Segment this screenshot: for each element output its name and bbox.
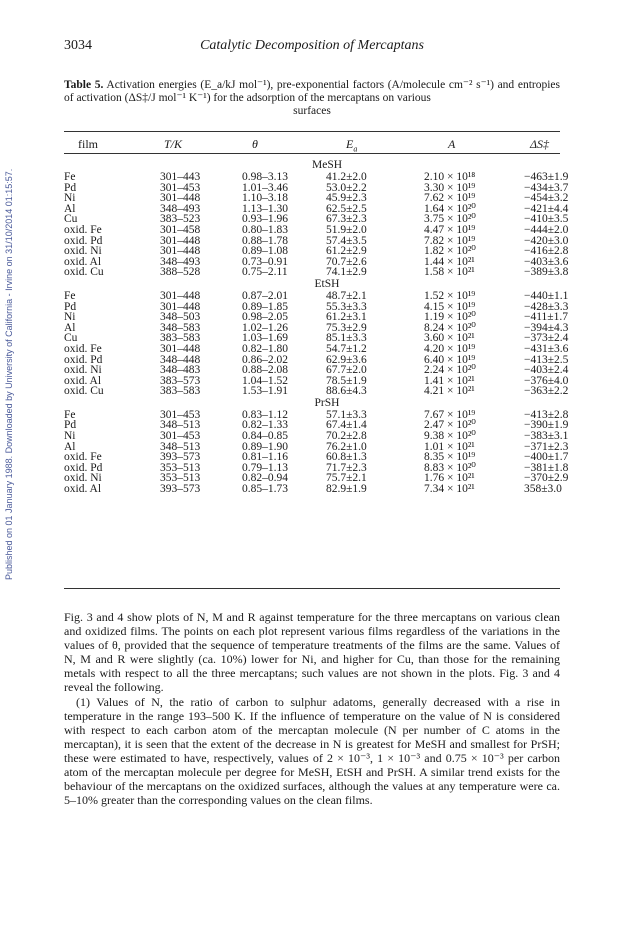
table-row bbox=[64, 374, 569, 387]
table-cell-a: 9.38 × 10²⁰ bbox=[424, 430, 476, 443]
table-cell-a: 7.62 × 10¹⁹ bbox=[424, 192, 476, 205]
table-cell-a: 2.24 × 10²⁰ bbox=[424, 364, 476, 377]
table-header-rule bbox=[64, 153, 560, 154]
table-row bbox=[64, 353, 569, 366]
table-row bbox=[64, 245, 569, 258]
table-cell-theta: 0.89–1.08 bbox=[242, 245, 288, 258]
table-cell-t: 383–523 bbox=[160, 213, 201, 226]
table-cell-a: 3.75 × 10²⁰ bbox=[424, 213, 476, 226]
table-cell-ea: 67.3±2.3 bbox=[326, 213, 367, 226]
table-cell-film: oxid. Pd bbox=[64, 353, 103, 366]
table-cell-a: 4.47 × 10¹⁹ bbox=[424, 223, 476, 236]
table-cell-ea: 57.4±3.5 bbox=[326, 234, 367, 247]
table-cell-t: 348–503 bbox=[160, 311, 201, 324]
table-cell-t: 301–448 bbox=[160, 234, 201, 247]
table-cell-theta: 0.83–1.12 bbox=[242, 408, 288, 421]
table-cell-theta: 0.86–2.02 bbox=[242, 353, 288, 366]
table-cell-a: 1.76 × 10²¹ bbox=[424, 472, 475, 485]
table-caption bbox=[64, 79, 560, 118]
table-cell-t: 301–453 bbox=[160, 408, 201, 421]
table-cell-theta: 0.82–1.33 bbox=[242, 419, 288, 432]
paragraph: Fig. 3 and 4 show plots of N, M and R against temperature for the three mercaptans on various clean and oxidized films. The points on each plot represent various films regardless of the variations in the values of θ, provided that the sequence of temperature treatments of the films are the same. Values of N, M and R were slightly (ca. 10%) lower for Ni, and higher for Cu, than those for the remaining metals with respect to all the three mercaptans; such values are not shown in the plots. Fig. 3 and 4 reveal the following. bbox=[64, 610, 560, 695]
table-cell-s: −413±2.5 bbox=[524, 353, 569, 366]
table-row bbox=[64, 451, 569, 464]
table-cell-t: 301–453 bbox=[160, 181, 201, 194]
table-row bbox=[64, 484, 560, 495]
table-cell-film: Fe bbox=[64, 171, 76, 183]
table-row bbox=[64, 181, 569, 194]
table-cell-theta: 0.82–1.80 bbox=[242, 342, 288, 355]
table-cell-s: −431±3.6 bbox=[524, 342, 569, 355]
table-row bbox=[64, 364, 569, 377]
table-cell-s: −394±4.3 bbox=[524, 321, 569, 334]
table-cell-a: 8.35 × 10¹⁹ bbox=[424, 451, 476, 464]
table-cell-t: 353–513 bbox=[160, 461, 201, 474]
table-cell-film: oxid. Pd bbox=[64, 234, 103, 247]
table-cell-theta: 0.80–1.83 bbox=[242, 223, 288, 236]
table-cell-theta: 0.89–1.90 bbox=[242, 440, 288, 453]
table-cell-s: −411±1.7 bbox=[524, 311, 568, 324]
table-cell-film: Fe bbox=[64, 289, 76, 302]
table-cell-a: 3.60 × 10²¹ bbox=[424, 332, 475, 345]
table-cell-a: 2.10 × 10¹⁸ bbox=[424, 171, 476, 183]
table-cell-theta: 0.87–2.01 bbox=[242, 289, 288, 302]
table-cell-ea: 61.2±3.1 bbox=[326, 311, 367, 324]
table-row bbox=[64, 385, 569, 398]
table-cell-ea: 48.7±2.1 bbox=[326, 289, 367, 302]
col-header-temperature: T/K bbox=[164, 137, 183, 151]
table-cell-s: −444±2.0 bbox=[524, 223, 569, 236]
table-cell-s: −403±3.6 bbox=[524, 255, 569, 268]
table-cell-ea: 76.2±1.0 bbox=[326, 440, 367, 453]
table-cell-film: oxid. Al bbox=[64, 374, 102, 387]
table-cell-ea: 61.2±2.9 bbox=[326, 245, 367, 258]
table-cell-a: 1.41 × 10²¹ bbox=[424, 374, 475, 387]
table-cell-film: Pd bbox=[64, 181, 77, 194]
table-cell-t: 388–528 bbox=[160, 266, 201, 279]
table-row bbox=[64, 223, 569, 236]
table-cell-film: Ni bbox=[64, 311, 76, 324]
table-cell-s: −363±2.2 bbox=[524, 385, 569, 398]
table-cell-t: 348–493 bbox=[160, 255, 201, 268]
table-cell-film: oxid. Fe bbox=[64, 451, 102, 464]
table-cell-ea: 70.7±2.6 bbox=[326, 255, 367, 268]
table-cell-t: 348–483 bbox=[160, 364, 201, 377]
caption-line-3: surfaces bbox=[293, 105, 331, 117]
table-cell-film: oxid. Fe bbox=[64, 342, 102, 355]
table-row bbox=[64, 440, 569, 453]
table-cell-ea: 82.9±1.9 bbox=[326, 483, 367, 496]
table-row bbox=[64, 408, 569, 421]
table-cell-theta: 1.03–1.69 bbox=[242, 332, 288, 345]
table-cell-theta: 1.01–3.46 bbox=[242, 181, 288, 194]
table-cell-ea: 45.9±2.3 bbox=[326, 192, 367, 205]
table-cell-s: 358±3.0 bbox=[524, 483, 562, 496]
table-cell-t: 383–583 bbox=[160, 332, 201, 345]
table-cell-t: 383–583 bbox=[160, 385, 201, 398]
table-cell-a: 1.64 × 10²⁰ bbox=[424, 202, 476, 215]
table-cell-a: 1.82 × 10²⁰ bbox=[424, 245, 476, 258]
table-cell-film: oxid. Ni bbox=[64, 364, 102, 377]
table-cell-s: −416±2.8 bbox=[524, 245, 569, 258]
col-header-ea-symbol: E bbox=[346, 137, 354, 151]
running-title: Catalytic Decomposition of Mercaptans bbox=[200, 38, 424, 53]
table-cell-theta: 0.93–1.96 bbox=[242, 213, 288, 226]
table-cell-s: −463±1.9 bbox=[524, 171, 569, 183]
table-cell-theta: 0.73–0.91 bbox=[242, 255, 288, 268]
table-cell-film: oxid. Al bbox=[64, 483, 102, 496]
table-cell-film: Ni bbox=[64, 192, 76, 205]
col-header-film: film bbox=[78, 137, 98, 151]
table-cell-t: 348–493 bbox=[160, 202, 201, 215]
table-cell-t: 301–448 bbox=[160, 342, 201, 355]
table-cell-film: Cu bbox=[64, 213, 78, 226]
table-section-label: MeSH bbox=[311, 159, 343, 171]
table-cell-a: 4.21 × 10²¹ bbox=[424, 385, 475, 398]
table-row bbox=[64, 311, 568, 324]
table-row bbox=[64, 213, 569, 226]
table-cell-s: −403±2.4 bbox=[524, 364, 569, 377]
table-cell-film: Pd bbox=[64, 419, 77, 432]
table-cell-a: 7.67 × 10¹⁹ bbox=[424, 408, 476, 421]
table-cell-t: 393–573 bbox=[160, 483, 201, 496]
table-cell-t: 301–458 bbox=[160, 223, 201, 236]
table-cell-s: −420±3.0 bbox=[524, 234, 569, 247]
table-cell-film: oxid. Cu bbox=[64, 385, 104, 398]
table-row bbox=[64, 171, 569, 183]
table-cell-s: −454±3.2 bbox=[524, 192, 569, 205]
table-cell-theta: 0.88–2.08 bbox=[242, 364, 288, 377]
caption-line-1: Activation energies (E_a/kJ mol⁻¹), pre-exponential factors (A/molecule cm⁻² s⁻¹) and bbox=[106, 79, 515, 91]
col-header-pre-exponential: A bbox=[448, 137, 456, 151]
table-row bbox=[64, 289, 569, 302]
table-cell-t: 348–513 bbox=[160, 419, 201, 432]
table-row bbox=[64, 430, 569, 443]
table-cell-a: 1.58 × 10²¹ bbox=[424, 266, 475, 279]
table-cell-s: −434±3.7 bbox=[524, 181, 569, 194]
table-row bbox=[64, 332, 569, 345]
page-number: 3034 bbox=[64, 38, 92, 53]
table-cell-t: 383–573 bbox=[160, 374, 201, 387]
table-cell-a: 1.01 × 10²¹ bbox=[424, 440, 475, 453]
activation-table bbox=[64, 159, 569, 496]
table-cell-ea: 54.7±1.2 bbox=[326, 342, 367, 355]
table-cell-s: −373±2.4 bbox=[524, 332, 569, 345]
table-row bbox=[64, 419, 569, 432]
table-cell-a: 4.15 × 10¹⁹ bbox=[424, 300, 476, 313]
download-notice bbox=[4, 130, 18, 580]
table-cell-ea: 78.5±1.9 bbox=[326, 374, 367, 387]
table-cell-t: 348–448 bbox=[160, 353, 201, 366]
table-cell-film: oxid. Ni bbox=[64, 245, 102, 258]
table-cell-t: 301–448 bbox=[160, 192, 201, 205]
table-cell-t: 301–448 bbox=[160, 300, 201, 313]
table-cell-a: 1.44 × 10²¹ bbox=[424, 255, 475, 268]
table-cell-film: Pd bbox=[64, 300, 77, 313]
table-cell-film: oxid. Ni bbox=[64, 472, 102, 485]
table-cell-a: 2.47 × 10²⁰ bbox=[424, 419, 476, 432]
table-cell-film: oxid. Al bbox=[64, 255, 102, 268]
table-cell-t: 301–448 bbox=[160, 289, 201, 302]
table-cell-s: −400±1.7 bbox=[524, 451, 569, 464]
table-cell-a: 1.52 × 10¹⁹ bbox=[424, 289, 476, 302]
table-cell-ea: 74.1±2.9 bbox=[326, 266, 367, 279]
table-cell-a: 1.19 × 10²⁰ bbox=[424, 311, 476, 324]
table-cell-a: 8.24 × 10²⁰ bbox=[424, 321, 476, 334]
table-cell-ea: 85.1±3.3 bbox=[326, 332, 367, 345]
table-row bbox=[64, 234, 569, 247]
table-cell-film: Ni bbox=[64, 430, 76, 443]
table-cell-theta: 0.75–2.11 bbox=[242, 266, 288, 279]
table-cell-theta: 0.79–1.13 bbox=[242, 461, 288, 474]
table-cell-ea: 67.7±2.0 bbox=[326, 364, 367, 377]
table-cell-ea: 53.0±2.2 bbox=[326, 181, 367, 194]
table-cell-s: −371±2.3 bbox=[524, 440, 569, 453]
table-cell-theta: 0.98–2.05 bbox=[242, 311, 288, 324]
table-cell-ea: 51.9±2.0 bbox=[326, 223, 367, 236]
table-row bbox=[64, 255, 569, 268]
table-cell-s: −389±3.8 bbox=[524, 266, 569, 279]
table-cell-s: −381±1.8 bbox=[524, 461, 569, 474]
table-cell-theta: 0.88–1.78 bbox=[242, 234, 288, 247]
download-notice-text: Published on 01 January 1988. Downloaded by University of California - Irvine on 31/10/2014 01:15:57. bbox=[4, 168, 14, 580]
table-cell-t: 301–443 bbox=[160, 171, 201, 183]
table-cell-s: −421±4.4 bbox=[524, 202, 569, 215]
table-cell-film: Cu bbox=[64, 332, 78, 345]
table-cell-theta: 1.02–1.26 bbox=[242, 321, 288, 334]
table-cell-t: 348–583 bbox=[160, 321, 201, 334]
table-cell-theta: 0.82–0.94 bbox=[242, 472, 288, 485]
table-cell-s: −428±3.3 bbox=[524, 300, 569, 313]
table-section-label: PrSH bbox=[314, 396, 340, 409]
table-cell-s: −413±2.8 bbox=[524, 408, 569, 421]
table-row bbox=[64, 461, 569, 474]
caption-line-2: entropies of activation (ΔS‡/J mol⁻¹ K⁻¹) for the adsorption of the mercaptans on various bbox=[64, 79, 561, 104]
table-cell-film: Fe bbox=[64, 408, 76, 421]
table-cell-t: 353–513 bbox=[160, 472, 201, 485]
table-row bbox=[64, 321, 569, 334]
table-cell-s: −383±3.1 bbox=[524, 430, 569, 443]
col-header-entropy: ΔS‡ bbox=[530, 137, 550, 151]
table-bottom-rule bbox=[64, 588, 560, 589]
table-cell-ea: 55.3±3.3 bbox=[326, 300, 367, 313]
table-cell-t: 301–448 bbox=[160, 245, 201, 258]
table-cell-s: −376±4.0 bbox=[524, 374, 569, 387]
table-cell-theta: 0.85–1.73 bbox=[242, 483, 288, 496]
table-cell-a: 3.30 × 10¹⁹ bbox=[424, 181, 476, 194]
table-cell-theta: 0.89–1.85 bbox=[242, 300, 288, 313]
table-cell-film: oxid. Fe bbox=[64, 223, 102, 236]
table-cell-theta: 1.13–1.30 bbox=[242, 202, 288, 215]
col-header-ea-subscript: a bbox=[353, 144, 358, 154]
table-cell-theta: 1.53–1.91 bbox=[242, 385, 288, 398]
table-cell-s: −410±3.5 bbox=[524, 213, 569, 226]
paragraph: (1) Values of N, the ratio of carbon to sulphur adatoms, generally decreased with a rise in temperature in the range 193–500 K. If the influence of temperature on the value of N is considered with respect to each carbon atom of the mercaptan molecule (N per number of C atoms in the mercaptan), it is seen that the extent of the decrease in N is greatest for MeSH and smallest for PrSH; these were estimated to have, respectively, values of 2 × 10⁻³, 1 × 10⁻³ and 0.75 × 10⁻³ per carbon atom of the mercaptan molecule per degree for MeSH, EtSH and PrSH. A similar trend exists for the behaviour of the mercaptans on the oxidized surfaces, although the values at any temperature were ca. 5–10% greater than the corresponding values on the clean films. bbox=[64, 694, 560, 808]
table-cell-ea: 41.2±2.0 bbox=[326, 171, 367, 183]
table-cell-theta: 0.84–0.85 bbox=[242, 430, 288, 443]
table-cell-t: 301–453 bbox=[160, 430, 201, 443]
table-cell-t: 348–513 bbox=[160, 440, 201, 453]
table-top-rule bbox=[64, 131, 560, 132]
table-cell-a: 8.83 × 10²⁰ bbox=[424, 461, 476, 474]
table-cell-ea: 75.3±2.9 bbox=[326, 321, 367, 334]
table-row bbox=[64, 192, 569, 205]
table-row bbox=[64, 300, 569, 313]
table-cell-s: −370±2.9 bbox=[524, 472, 569, 485]
page-header bbox=[64, 38, 560, 56]
table-cell-theta: 1.04–1.52 bbox=[242, 374, 288, 387]
table-cell-ea: 88.6±4.3 bbox=[326, 385, 367, 398]
table-cell-a: 7.34 × 10²¹ bbox=[424, 483, 475, 496]
table-cell-theta: 0.81–1.16 bbox=[242, 451, 288, 464]
table-cell-t: 393–573 bbox=[160, 451, 201, 464]
table-cell-ea: 60.8±1.3 bbox=[326, 451, 367, 464]
table-label: Table 5. bbox=[64, 79, 104, 91]
body-text bbox=[64, 610, 560, 807]
table-cell-ea: 57.1±3.3 bbox=[326, 408, 367, 421]
table-row bbox=[64, 266, 569, 279]
table-cell-theta: 0.98–3.13 bbox=[242, 171, 288, 183]
table-cell-theta: 1.10–3.18 bbox=[242, 192, 288, 205]
table-cell-ea: 70.2±2.8 bbox=[326, 430, 367, 443]
table-cell-a: 6.40 × 10¹⁹ bbox=[424, 353, 476, 366]
table-cell-film: Al bbox=[64, 202, 76, 215]
col-header-activation-energy bbox=[346, 137, 357, 153]
table-cell-film: Al bbox=[64, 321, 76, 334]
table-row bbox=[64, 202, 569, 215]
col-header-coverage: θ bbox=[252, 137, 258, 151]
table-cell-ea: 62.5±2.5 bbox=[326, 202, 367, 215]
table-cell-film: Al bbox=[64, 440, 76, 453]
table-cell-ea: 75.7±2.1 bbox=[326, 472, 367, 485]
table-cell-ea: 67.4±1.4 bbox=[326, 419, 367, 432]
table-cell-s: −390±1.9 bbox=[524, 419, 569, 432]
table-cell-a: 7.82 × 10¹⁹ bbox=[424, 234, 476, 247]
table-cell-a: 4.20 × 10¹⁹ bbox=[424, 342, 476, 355]
table-cell-ea: 71.7±2.3 bbox=[326, 461, 367, 474]
table-section-label: EtSH bbox=[314, 277, 340, 290]
table-cell-film: oxid. Cu bbox=[64, 266, 104, 279]
table-row bbox=[64, 472, 569, 485]
table-cell-ea: 62.9±3.6 bbox=[326, 353, 367, 366]
table-cell-s: −440±1.1 bbox=[524, 289, 569, 302]
table-cell-film: oxid. Pd bbox=[64, 461, 103, 474]
table-row bbox=[64, 342, 569, 355]
